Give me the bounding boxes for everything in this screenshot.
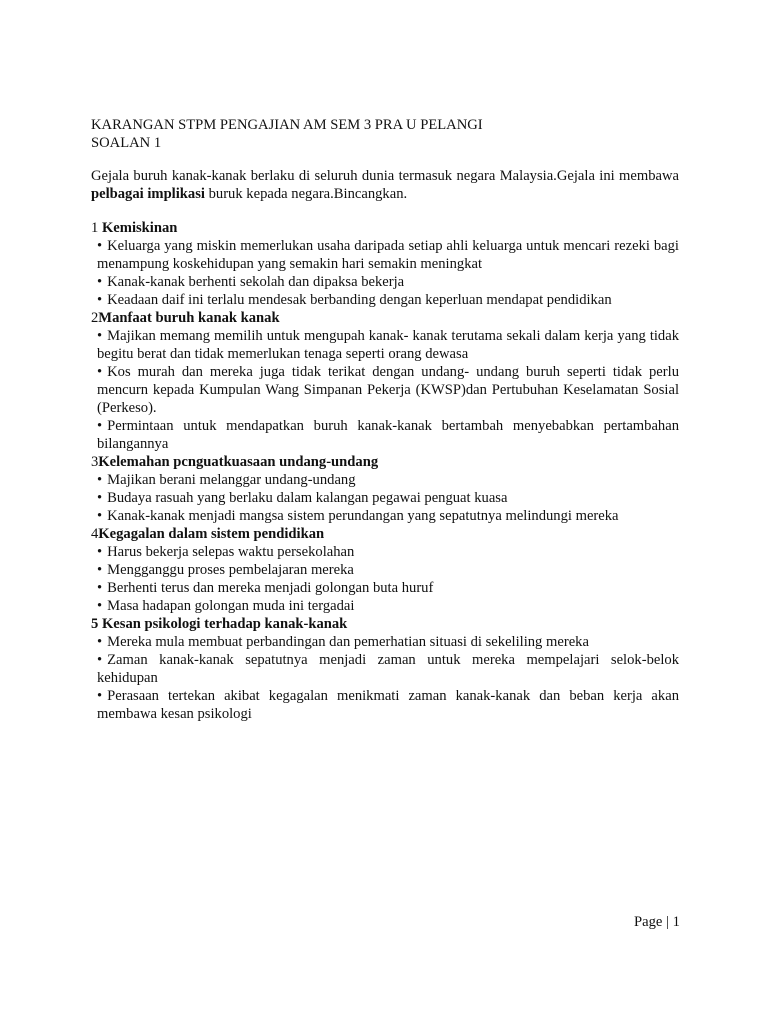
bullet-point <box>97 561 679 579</box>
section-number: 1 <box>91 220 102 236</box>
section-heading <box>91 525 679 543</box>
bullet-text: Kos murah dan mereka juga tidak terikat dengan undang- undang buruh seperti tidak perlu mencurn kepada Kumpulan Wang Simpanan Pekerja (KWSP)dan Pertubuhan Keselamatan Sosial (Perkeso). <box>97 364 679 416</box>
section-heading-text: Kemiskinan <box>101 220 178 236</box>
bullet-text: Berhenti terus dan mereka menjadi golongan buta huruf <box>107 580 434 596</box>
bullet-text: Mereka mula membuat perbandingan dan pemerhatian situasi di sekeliling mereka <box>107 634 589 650</box>
bullet-point <box>97 507 679 525</box>
title-line-2: SOALAN 1 <box>91 135 162 151</box>
bullet-icon: • <box>97 508 103 524</box>
bullet-icon: • <box>97 634 103 650</box>
bullet-icon: • <box>97 598 103 614</box>
section-heading-text: Kegagalan dalam sistem pendidikan <box>98 526 325 542</box>
bullet-point <box>97 579 679 597</box>
bullet-point <box>97 471 679 489</box>
bullet-text: Harus bekerja selepas waktu persekolahan <box>107 544 355 560</box>
bullet-point <box>97 687 679 723</box>
document-title <box>91 116 679 152</box>
bullet-icon: • <box>97 580 103 596</box>
bullet-icon: • <box>97 328 103 344</box>
bullet-point <box>97 489 679 507</box>
question-emphasis: pelbagai implikasi <box>91 186 205 202</box>
bullet-text: Kanak-kanak berhenti sekolah dan dipaksa bekerja <box>107 274 405 290</box>
essay-section <box>91 525 679 615</box>
bullet-icon: • <box>97 652 103 668</box>
bullet-text: Keluarga yang miskin memerlukan usaha daripada setiap ahli keluarga untuk mencari rezeki bagi menampung koskehidupan yang semakin hari semakin meningkat <box>97 238 679 272</box>
bullet-text: Mengganggu proses pembelajaran mereka <box>107 562 354 578</box>
bullet-text: Kanak-kanak menjadi mangsa sistem perundangan yang sepatutnya melindungi mereka <box>107 508 619 524</box>
bullet-icon: • <box>97 418 103 434</box>
bullet-point <box>97 237 679 273</box>
bullet-point <box>97 597 679 615</box>
bullet-point <box>97 273 679 291</box>
bullet-text: Majikan memang memilih untuk mengupah kanak- kanak terutama sekali dalam kerja yang tidak begitu berat dan tidak memerlukan tenaga seperti orang dewasa <box>97 328 679 362</box>
bullet-point <box>97 327 679 363</box>
section-number: 4 <box>91 526 99 542</box>
section-heading-text: 5 Kesan psikologi terhadap kanak-kanak <box>91 616 348 632</box>
bullet-list <box>91 237 679 309</box>
bullet-icon: • <box>97 544 103 560</box>
section-heading <box>91 309 679 327</box>
bullet-point <box>97 363 679 417</box>
page-number: Page | 1 <box>634 914 680 930</box>
bullet-icon: • <box>97 238 103 254</box>
essay-points <box>91 219 679 723</box>
question-text <box>91 167 679 203</box>
question-text-start: Gejala buruh kanak-kanak berlaku di seluruh dunia termasuk negara Malaysia.Gejala ini membawa <box>91 168 679 184</box>
bullet-icon: • <box>97 490 103 506</box>
essay-section <box>91 615 679 723</box>
section-number: 2 <box>91 310 99 326</box>
bullet-text: Perasaan tertekan akibat kegagalan menikmati zaman kanak-kanak dan beban kerja akan membawa kesan psikologi <box>97 688 679 722</box>
question-text-end: buruk kepada negara.Bincangkan. <box>204 186 408 202</box>
bullet-point <box>97 291 679 309</box>
bullet-text: Majikan berani melanggar undang-undang <box>107 472 356 488</box>
bullet-point <box>97 543 679 561</box>
bullet-icon: • <box>97 274 103 290</box>
bullet-list <box>91 543 679 615</box>
essay-section <box>91 219 679 309</box>
bullet-point <box>97 633 679 651</box>
bullet-icon: • <box>97 364 103 380</box>
bullet-text: Zaman kanak-kanak sepatutnya menjadi zaman untuk mereka mempelajari selok-belok kehidupan <box>97 652 679 686</box>
essay-section <box>91 453 679 525</box>
section-heading-text: Manfaat buruh kanak kanak <box>98 310 280 326</box>
bullet-icon: • <box>97 292 103 308</box>
bullet-icon: • <box>97 562 103 578</box>
bullet-icon: • <box>97 472 103 488</box>
document-body <box>91 116 679 723</box>
essay-section <box>91 309 679 453</box>
section-heading <box>91 219 679 237</box>
section-heading <box>91 615 679 633</box>
bullet-text: Budaya rasuah yang berlaku dalam kalangan pegawai penguat kuasa <box>107 490 508 506</box>
bullet-point <box>97 651 679 687</box>
bullet-text: Masa hadapan golongan muda ini tergadai <box>107 598 355 614</box>
bullet-icon: • <box>97 688 103 704</box>
bullet-list <box>91 327 679 453</box>
section-number: 3 <box>91 454 99 470</box>
section-heading-text: Kelemahan pcnguatkuasaan undang-undang <box>98 454 379 470</box>
bullet-point <box>97 417 679 453</box>
bullet-text: Permintaan untuk mendapatkan buruh kanak-kanak bertambah menyebabkan pertambahan bilangannya <box>97 418 679 452</box>
bullet-text: Keadaan daif ini terlalu mendesak berbanding dengan keperluan mendapat pendidikan <box>107 292 612 308</box>
bullet-list <box>91 471 679 525</box>
title-line-1: KARANGAN STPM PENGAJIAN AM SEM 3 PRA U PELANGI <box>91 117 483 133</box>
section-heading <box>91 453 679 471</box>
bullet-list <box>91 633 679 723</box>
